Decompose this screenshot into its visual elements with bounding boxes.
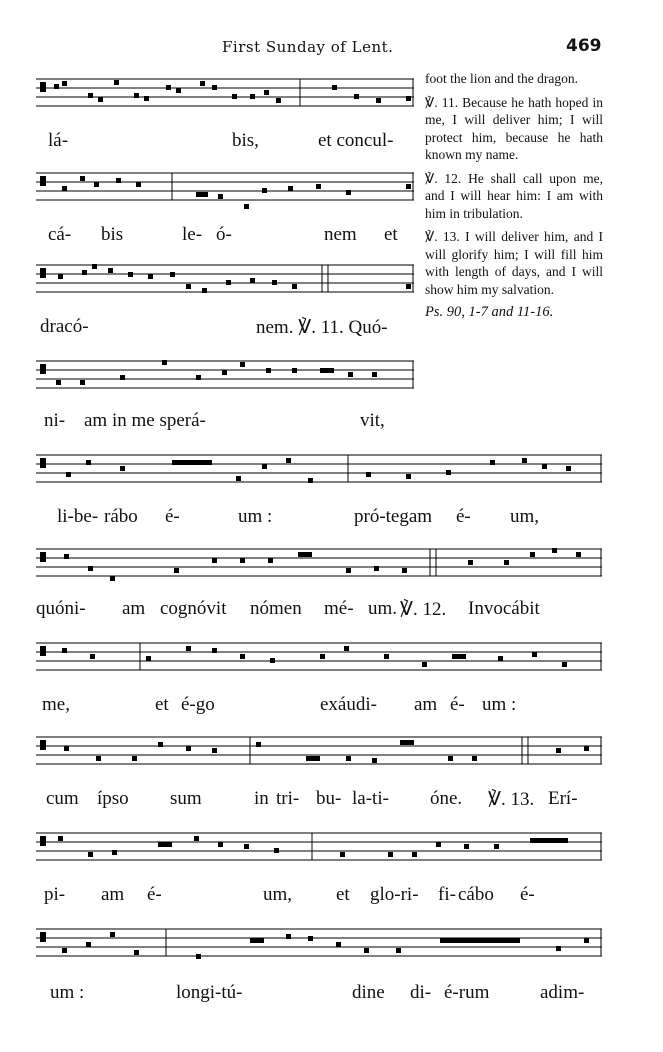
lyric-8-3: sum <box>170 788 202 809</box>
page-header <box>0 38 663 64</box>
lyric-2-4: ó- <box>216 224 232 245</box>
lyric-8-10: Erí- <box>548 788 578 809</box>
lyric-3-2: nem. ℣. 11. Quó- <box>256 317 388 338</box>
staff-lines <box>36 170 414 210</box>
lyric-7-4: exáudi- <box>320 694 377 715</box>
lyric-10-3: dine <box>352 982 385 1003</box>
chant-staff-9 <box>36 830 602 864</box>
chant-staff-1 <box>36 76 414 110</box>
lyric-6-4: nómen <box>250 598 302 619</box>
staff-lines <box>36 640 602 680</box>
lyric-8-1: cum <box>46 788 79 809</box>
staff-lines <box>36 830 602 870</box>
lyric-6-2: am <box>122 598 146 619</box>
translation-verse-11: ℣. 11. Because he hath hoped in me, I will deliver him; I will protect him, because he hath known my name. <box>425 94 603 162</box>
lyric-2-6: et <box>384 224 398 245</box>
lyric-6-3: cognóvit <box>160 598 227 619</box>
lyric-5-6: é- <box>456 506 471 527</box>
lyric-4-2: am in me sperá- <box>84 410 206 431</box>
lyric-2-3: le- <box>182 224 203 245</box>
lyric-5-2: rábo <box>104 506 138 527</box>
lyric-10-2: longi-tú- <box>176 982 243 1003</box>
lyric-10-1: um : <box>50 982 85 1003</box>
lyric-9-3: é- <box>147 884 162 905</box>
lyric-5-7: um, <box>510 506 540 527</box>
lyric-5-5: pró-tegam <box>354 506 433 527</box>
staff-lines <box>36 452 602 492</box>
translation-line: foot the lion and the dragon. <box>425 71 578 86</box>
lyric-8-7: la-ti- <box>352 788 389 809</box>
lyric-8-8: óne. <box>430 788 463 809</box>
lyric-6-5: mé- <box>324 598 354 619</box>
lyric-9-8: cábo <box>458 884 494 905</box>
lyric-5-4: um : <box>238 506 273 527</box>
lyric-9-9: é- <box>520 884 535 905</box>
lyric-4-3: vit, <box>360 410 385 431</box>
lyric-2-1: cá- <box>48 224 72 245</box>
lyric-4-1: ni- <box>44 410 66 431</box>
lyric-8-2: ípso <box>97 788 129 809</box>
lyric-6-1: quóni- <box>36 598 86 619</box>
lyric-7-5: am <box>414 694 438 715</box>
translation-verse-12: ℣. 12. He shall call upon me, and I will hear him: I am with him in tribulation. <box>425 170 603 221</box>
lyric-2-2: bis <box>101 224 124 245</box>
translation-column <box>425 70 603 328</box>
staff-lines <box>36 262 414 298</box>
lyric-7-3: é-go <box>181 694 215 715</box>
lyric-10-4: di- <box>410 982 432 1003</box>
chant-staff-10 <box>36 926 602 960</box>
lyric-8-9: ℣. 13. <box>488 789 535 810</box>
lyric-7-1: me, <box>42 694 70 715</box>
lyric-7-2: et <box>155 694 169 715</box>
psalm-reference: Ps. 90, 1-7 and 11-16. <box>425 304 554 320</box>
chant-staff-8 <box>36 734 602 768</box>
lyric-1-1: lá- <box>48 130 69 151</box>
lyric-7-7: um : <box>482 694 517 715</box>
lyric-6-8: Invocábit <box>468 598 540 619</box>
staff-lines <box>36 926 602 966</box>
lyric-10-6: adim- <box>540 982 585 1003</box>
lyric-8-6: bu- <box>316 788 342 809</box>
lyric-9-5: et <box>336 884 350 905</box>
lyric-1-2: bis, <box>232 130 259 151</box>
chant-staff-3 <box>36 262 414 296</box>
staff-lines <box>36 358 414 394</box>
lyric-8-5: tri- <box>276 788 300 809</box>
chant-staff-4 <box>36 358 414 392</box>
lyric-3-1: dracó- <box>40 316 89 337</box>
lyric-10-5: é-rum <box>444 982 490 1003</box>
lyric-6-7: ℣. 12. <box>400 599 447 620</box>
chant-staff-6 <box>36 546 602 580</box>
staff-lines <box>36 546 602 586</box>
lyric-9-6: glo-ri- <box>370 884 419 905</box>
translation-verse-13: ℣. 13. I will deliver him, and I will glorify him; I will fill him with length of days, and I will show him my salvation. <box>425 229 603 297</box>
page-number: 469 <box>566 36 602 56</box>
staff-lines <box>36 734 602 774</box>
lyric-2-5: nem <box>324 224 357 245</box>
chant-staff-2 <box>36 170 414 204</box>
lyric-1-3: et concul- <box>318 130 394 151</box>
chant-staff-7 <box>36 640 602 674</box>
lyric-7-6: é- <box>450 694 465 715</box>
chant-staff-5 <box>36 452 602 486</box>
lyric-6-6: um. <box>368 598 398 619</box>
lyric-5-3: é- <box>165 506 180 527</box>
lyric-9-2: am <box>101 884 125 905</box>
lyric-5-1: li-be- <box>57 506 99 527</box>
header-title: First Sunday of Lent. <box>222 38 394 56</box>
lyric-9-1: pi- <box>44 884 66 905</box>
lyric-9-4: um, <box>263 884 293 905</box>
staff-lines <box>36 76 414 112</box>
lyric-8-4: in <box>254 788 269 809</box>
lyric-9-7: fi- <box>438 884 456 905</box>
